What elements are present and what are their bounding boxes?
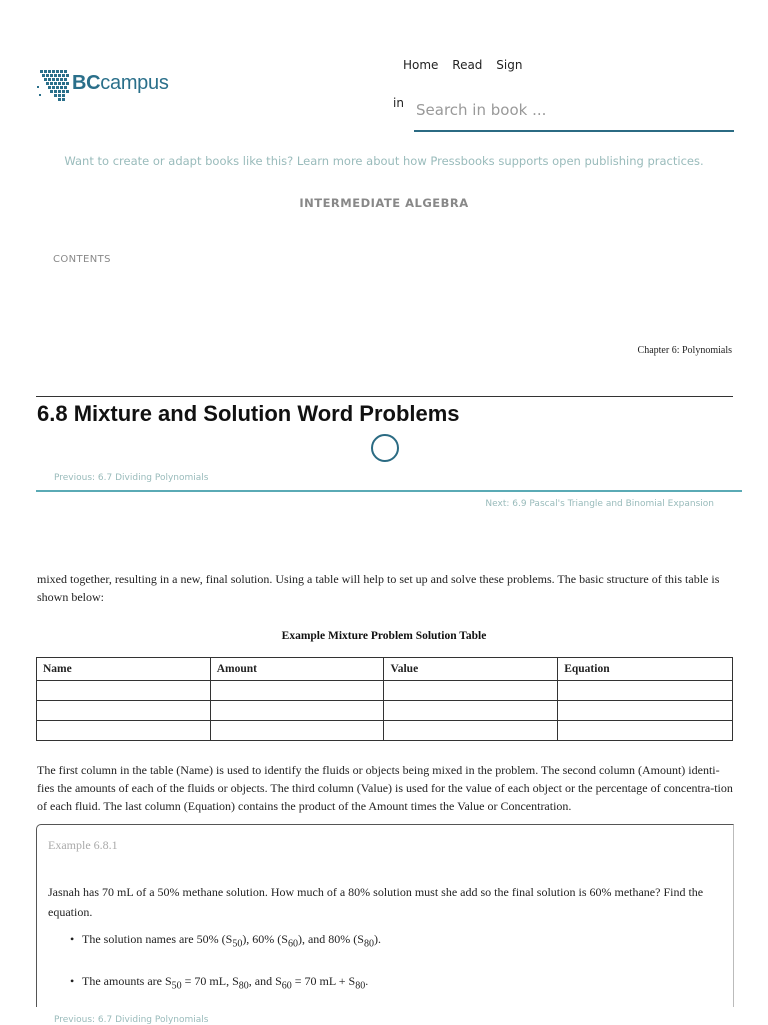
example-text: Jasnah has 70 mL of a 50% methane solution. How much of a 80% solution must she add so the final solution is 60% methane? Find the equation. <box>48 885 704 919</box>
table-cell <box>384 701 558 721</box>
table-cell <box>210 721 384 741</box>
table-cell <box>37 721 211 741</box>
table-cell <box>558 721 733 741</box>
chapter-label: Chapter 6: Polynomials <box>637 345 732 356</box>
bullet-dot-icon: • <box>70 932 75 946</box>
previous-page-link[interactable]: Previous: 6.7 Dividing Polynomials <box>54 473 209 483</box>
table-cell <box>558 701 733 721</box>
bullet-text: The amounts are $S_{50} = 70$ mL, $S_{80}$, and $S_{60} = 70$ mL + $S_{80}$. <box>82 974 369 992</box>
bullet-text: The solution names are 50% $(S_{50})$, 60% $(S_{60})$, and 80% $(S_{80})$. <box>82 932 381 950</box>
table-caption: Example Mixture Problem Solution Table <box>281 630 487 642</box>
bullet-dot-icon: • <box>70 974 75 988</box>
nav-sign-in-link-continued[interactable]: in <box>393 96 404 110</box>
contents-toggle[interactable]: CONTENTS <box>53 254 111 265</box>
table-cell <box>384 721 558 741</box>
table-cell <box>210 681 384 701</box>
table-cell <box>210 701 384 721</box>
title-divider <box>36 396 733 397</box>
nav-sign-in-link[interactable]: Sign <box>496 58 523 72</box>
pressbooks-banner-link[interactable]: Want to create or adapt books like this? Learn more about how Pressbooks supports open publishing practices. <box>64 154 704 168</box>
top-nav <box>403 58 532 72</box>
table-row <box>37 681 733 701</box>
table-row <box>37 701 733 721</box>
table-header-amount: Amount <box>210 658 384 681</box>
nav-home-link[interactable]: Home <box>403 58 439 72</box>
explanation-paragraph: The first column in the table (Name) is used to identify the fluids or objects being mixed in the problem. The second column (Amount) identi-fies the amounts of each of the fluids or objects. The third column (Value) is used for the value of each object or the percentage of concentra-tion of each fluid. The last column (Equation) contains the product of the Amount times the Value or Concentration. <box>37 763 733 813</box>
page-title: 6.8 Mixture and Solution Word Problems <box>37 401 460 426</box>
table-header-row <box>37 658 733 681</box>
table-header-name: Name <box>37 658 211 681</box>
table-cell <box>37 681 211 701</box>
nav-read-link[interactable]: Read <box>452 58 483 72</box>
bccampus-wordmark: BCcampus <box>72 72 169 94</box>
intro-paragraph: mixed together, resulting in a new, final solution. Using a table will help to set up and solve these problems. The basic structure of this table is shown below: <box>37 572 720 604</box>
next-page-link[interactable]: Next: 6.9 Pascal's Triangle and Binomial Expansion <box>485 499 714 509</box>
table-cell <box>558 681 733 701</box>
mixture-table <box>36 657 733 741</box>
table-header-value: Value <box>384 658 558 681</box>
table-row <box>37 721 733 741</box>
loading-circle-icon <box>371 434 399 462</box>
example-bullet-1 <box>70 932 730 949</box>
example-bullet-2 <box>70 974 730 991</box>
footer-previous-link[interactable]: Previous: 6.7 Dividing Polynomials <box>54 1015 209 1025</box>
table-cell <box>384 681 558 701</box>
nav-divider <box>36 490 742 492</box>
search-input[interactable] <box>414 90 734 132</box>
example-label: Example 6.8.1 <box>48 838 118 852</box>
table-header-equation: Equation <box>558 658 733 681</box>
table-cell <box>37 701 211 721</box>
book-title[interactable]: INTERMEDIATE ALGEBRA <box>299 196 469 210</box>
